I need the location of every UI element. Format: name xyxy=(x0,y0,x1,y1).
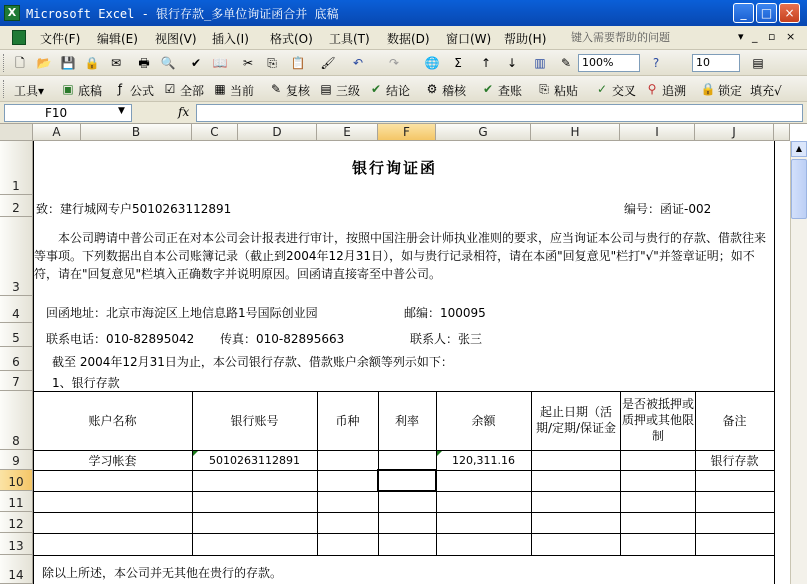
print-preview-icon[interactable]: 🔍 xyxy=(160,56,176,70)
research-icon[interactable]: 📖 xyxy=(212,56,228,70)
conclusion-icon: ✔ xyxy=(370,82,382,96)
menu-format[interactable]: 格式(O) xyxy=(270,32,313,46)
format-painter-icon[interactable]: 🖌 xyxy=(320,56,336,70)
excel-app-icon[interactable]: X xyxy=(4,5,20,21)
table-header-pledged: 是否被抵押或质押或其他限制 xyxy=(622,397,695,443)
chart-wizard-icon[interactable]: ▥ xyxy=(534,56,546,70)
check-account-button[interactable]: 查账 xyxy=(498,84,523,98)
column-header-a[interactable]: A xyxy=(33,124,81,141)
undo-icon[interactable]: ↶ xyxy=(352,56,364,70)
insert-function-icon[interactable]: fx xyxy=(178,105,190,119)
table-cell-account-number[interactable]: 5010263112891 xyxy=(209,454,300,467)
name-box[interactable]: F10 xyxy=(4,104,132,122)
table-border xyxy=(33,512,774,513)
lock-icon: 🔒 xyxy=(700,82,716,96)
column-header-i[interactable]: I xyxy=(620,124,695,141)
recipient-text: 致：建行城网专户5010263112891 xyxy=(36,202,232,216)
table-border xyxy=(33,450,774,451)
return-address: 回函地址：北京市海淀区上地信息路1号国际创业园 xyxy=(46,306,318,320)
all-button[interactable]: 全部 xyxy=(180,84,205,98)
menu-window[interactable]: 窗口(W) xyxy=(446,32,492,46)
column-header-f[interactable]: F xyxy=(378,124,436,141)
scroll-thumb[interactable] xyxy=(791,159,807,219)
vertical-scrollbar[interactable] xyxy=(790,141,807,584)
menu-data[interactable]: 数据(D) xyxy=(387,32,430,46)
column-header-c[interactable]: C xyxy=(192,124,238,141)
section-heading: 1、银行存款 xyxy=(52,376,120,390)
doc-close-button[interactable]: × xyxy=(786,30,796,43)
toolbar-options-icon[interactable]: ▤ xyxy=(752,56,764,70)
row-header-8[interactable]: 8 xyxy=(0,391,33,450)
copy-icon[interactable]: ⎘ xyxy=(267,56,277,70)
font-size-select[interactable]: 10 xyxy=(692,54,740,72)
current-icon: ▦ xyxy=(214,82,226,96)
check-account-icon: ✔ xyxy=(482,82,494,96)
column-header-d[interactable]: D xyxy=(238,124,317,141)
table-border-top xyxy=(33,391,774,392)
column-header-h[interactable]: H xyxy=(531,124,620,141)
row-header-7[interactable]: 7 xyxy=(0,371,33,391)
menu-file[interactable]: 文件(F) xyxy=(40,32,81,46)
current-button[interactable]: 当前 xyxy=(230,84,255,98)
column-header-j[interactable]: J xyxy=(695,124,774,141)
help-icon[interactable]: ? xyxy=(652,56,660,70)
row-header-5[interactable]: 5 xyxy=(0,323,33,347)
fax: 传真：010-82895663 xyxy=(220,332,345,346)
table-border xyxy=(531,391,532,555)
cross-ref-button[interactable]: 交叉 xyxy=(612,84,637,98)
doc-restore-button[interactable]: ▫ xyxy=(768,30,776,43)
audit-toolbar xyxy=(0,76,807,102)
audit-check-button[interactable]: 稽核 xyxy=(442,84,467,98)
worksheet-grid[interactable] xyxy=(0,124,807,584)
column-header-g[interactable]: G xyxy=(436,124,531,141)
doc-title: 银行询证函 xyxy=(352,159,438,177)
cut-icon[interactable]: ✂ xyxy=(242,56,254,70)
level3-icon: ▤ xyxy=(320,82,332,96)
menu-bar xyxy=(0,26,807,50)
trace-icon: ⚲ xyxy=(647,82,657,96)
select-all-corner[interactable] xyxy=(0,124,33,141)
row-header-9[interactable]: 9 xyxy=(0,450,33,470)
zoom-select[interactable]: 100% xyxy=(578,54,640,72)
tools-menu-button[interactable]: 工具▾ xyxy=(14,84,45,98)
restore-button[interactable]: □ xyxy=(756,3,777,23)
paste-icon[interactable]: 📋 xyxy=(290,56,306,70)
menu-view[interactable]: 视图(V) xyxy=(155,32,197,46)
spelling-icon[interactable]: ✔ xyxy=(190,56,202,70)
paste-link-button[interactable]: 粘贴 xyxy=(554,84,579,98)
drawing-icon[interactable]: ✎ xyxy=(560,56,572,70)
minimize-button[interactable]: _ xyxy=(733,3,754,23)
doc-border-left xyxy=(33,141,34,584)
help-search-input[interactable]: 键入需要帮助的问题 xyxy=(571,31,670,44)
row-header-3[interactable]: 3 xyxy=(0,217,33,296)
window-title: Microsoft Excel - 银行存款_多单位询证函合并 底稿 xyxy=(26,7,339,21)
scroll-up-icon[interactable]: ▲ xyxy=(791,141,807,157)
conclusion-button[interactable]: 结论 xyxy=(386,84,411,98)
formula-bar xyxy=(0,102,807,124)
menu-edit[interactable]: 编辑(E) xyxy=(97,32,138,46)
paste-link-icon: ⎘ xyxy=(539,82,549,96)
close-button[interactable]: × xyxy=(779,3,800,23)
hyperlink-icon[interactable]: 🌐 xyxy=(424,56,440,70)
workpaper-button[interactable]: 底稿 xyxy=(78,84,103,98)
row-header-6[interactable]: 6 xyxy=(0,347,33,371)
doc-minimize-button[interactable]: _ xyxy=(752,30,758,43)
menu-tools[interactable]: 工具(T) xyxy=(329,32,370,46)
doc-border-right xyxy=(774,141,775,584)
toolbar-grip[interactable] xyxy=(3,80,6,98)
table-header-currency: 币种 xyxy=(335,414,360,428)
row-header-14[interactable]: 14 xyxy=(0,555,33,584)
workpaper-icon: ▣ xyxy=(62,82,74,96)
all-icon: ☑ xyxy=(164,82,176,96)
help-dropdown-icon[interactable]: ▾ xyxy=(738,30,744,43)
row-header-2[interactable]: 2 xyxy=(0,195,33,217)
table-header-account-number: 银行账号 xyxy=(230,414,279,428)
row-header-13[interactable]: 13 xyxy=(0,533,33,555)
name-box-dropdown-icon[interactable]: ▼ xyxy=(118,106,125,116)
table-header-remarks: 备注 xyxy=(722,414,747,428)
workbook-icon[interactable] xyxy=(12,30,26,45)
sort-ascending-icon[interactable]: ↑ xyxy=(480,56,492,70)
phone: 联系电话：010-82895042 xyxy=(46,332,195,346)
standard-toolbar xyxy=(0,50,807,76)
table-border xyxy=(620,391,621,555)
table-header-date-range: 起止日期（活期/定期/保证金 xyxy=(535,405,617,435)
fill-button[interactable]: 填充√ xyxy=(750,84,782,98)
audit-check-icon: ⚙ xyxy=(426,82,438,96)
trace-button[interactable]: 追溯 xyxy=(662,84,687,98)
contact-person: 联系人：张三 xyxy=(410,332,483,346)
autosum-icon[interactable]: Σ xyxy=(454,56,462,70)
table-border xyxy=(33,555,774,556)
column-header-b[interactable]: B xyxy=(81,124,192,141)
as-of-statement: 截至 2004年12月31日为止，本公司银行存款、借款账户余额等列示如下： xyxy=(52,355,453,369)
table-header-account-name: 账户名称 xyxy=(88,414,137,428)
table-header-interest-rate: 利率 xyxy=(394,414,419,428)
menu-insert[interactable]: 插入(I) xyxy=(212,32,249,46)
column-header-k[interactable] xyxy=(774,124,790,141)
active-cell-f10[interactable] xyxy=(377,469,437,492)
table-cell-remarks[interactable]: 银行存款 xyxy=(710,454,759,468)
row-header-1[interactable]: 1 xyxy=(0,141,33,195)
row-header-12[interactable]: 12 xyxy=(0,512,33,533)
open-folder-icon[interactable]: 📂 xyxy=(36,56,52,70)
formula-button[interactable]: 公式 xyxy=(130,84,155,98)
print-icon[interactable]: 🖶 xyxy=(138,56,150,70)
row-header-10[interactable]: 10 xyxy=(0,470,33,491)
new-file-icon[interactable]: 🗋 xyxy=(15,56,25,70)
menu-help[interactable]: 帮助(H) xyxy=(504,32,547,46)
redo-icon[interactable]: ↷ xyxy=(388,56,400,70)
letter-number: 编号：函证-002 xyxy=(624,202,712,216)
email-icon[interactable]: ✉ xyxy=(110,56,122,70)
lock-button[interactable]: 锁定 xyxy=(718,84,743,98)
cross-ref-icon: ✓ xyxy=(596,82,608,96)
toolbar-grip[interactable] xyxy=(3,54,6,72)
table-cell-account-name[interactable]: 学习帐套 xyxy=(88,454,137,468)
title-bar xyxy=(0,0,807,26)
row-header-4[interactable]: 4 xyxy=(0,296,33,323)
column-header-e[interactable]: E xyxy=(317,124,378,141)
level3-button[interactable]: 三级 xyxy=(336,84,361,98)
postcode: 邮编：100095 xyxy=(404,306,486,320)
review-icon: ✎ xyxy=(270,82,282,96)
table-cell-balance[interactable]: 120,311.16 xyxy=(452,454,515,467)
table-header-balance: 余额 xyxy=(471,414,496,428)
save-icon[interactable]: 💾 xyxy=(60,56,76,70)
sort-descending-icon[interactable]: ↓ xyxy=(506,56,518,70)
permission-icon[interactable]: 🔒 xyxy=(84,56,100,70)
formula-icon: ƒ xyxy=(117,82,123,96)
table-border xyxy=(33,533,774,534)
formula-input[interactable] xyxy=(196,104,803,122)
row-header-11[interactable]: 11 xyxy=(0,491,33,512)
review-button[interactable]: 复核 xyxy=(286,84,311,98)
letter-paragraph: 本公司聘请中普公司正在对本公司会计报表进行审计，按照中国注册会计师执业准则的要求，应当询证本公司与贵行的存款、借款往来等事项。下列数据出自本公司账簿记录（截止到2004年12月31日），如与贵行记录相符，请在本函"回复意见"栏打"√"并签章证明；如不符，请在"回复意见"栏填入正确数字并说明原因。回函请直接寄至中普公司。 xyxy=(34,231,767,281)
footer-statement: 除以上所述，本公司并无其他在贵行的存款。 xyxy=(42,566,283,580)
